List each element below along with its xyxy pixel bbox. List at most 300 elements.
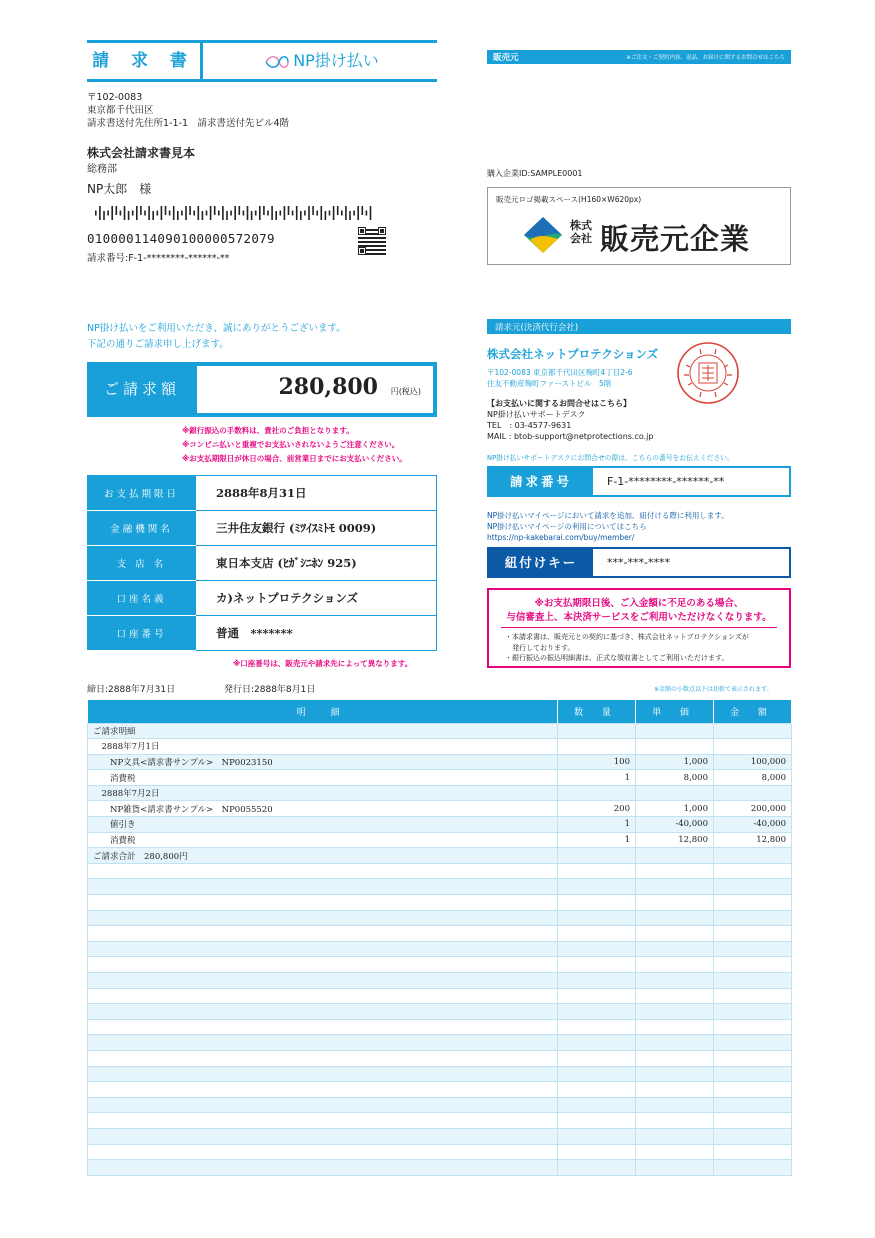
amount-cell: 12,800 [714, 832, 792, 848]
unit-price-cell [636, 785, 714, 801]
barcode-bar [333, 206, 335, 220]
empty-cell [88, 1066, 558, 1082]
empty-cell [636, 1144, 714, 1160]
empty-cell [636, 957, 714, 973]
barcode-bar [280, 211, 282, 216]
mypage-line: NP掛け払いマイページの利用についてはこちら [487, 522, 647, 531]
barcode-bar [321, 206, 323, 220]
empty-cell [558, 1113, 636, 1129]
empty-cell [636, 1066, 714, 1082]
agent-bar: 請求元(決済代行会社) [487, 319, 791, 334]
empty-cell [714, 1097, 792, 1113]
support-tel: TEL : 03-4577-9631 [487, 421, 572, 430]
empty-cell [558, 1082, 636, 1098]
empty-cell [636, 895, 714, 911]
inquiry-heading: 【お支払いに関するお問合せはこちら】 [487, 399, 631, 408]
barcode-bar [218, 211, 220, 216]
barcode-bar [292, 211, 294, 216]
qty-cell: 1 [558, 770, 636, 786]
table-row [88, 1004, 792, 1020]
brand-name: NP掛け払い [293, 51, 379, 70]
payment-info-table [87, 475, 437, 651]
table-row [88, 1035, 792, 1051]
qty-cell: 200 [558, 801, 636, 817]
payment-value: カ)ネットプロテクションズ [196, 581, 437, 616]
rounding-note: ※金額の小数点以下は切捨て表示されます。 [654, 686, 773, 693]
amount-cell [714, 785, 792, 801]
barcode-bar [128, 211, 130, 220]
table-row [88, 1097, 792, 1113]
recipient-address [87, 91, 289, 130]
column-header-unit-price: 単 価 [636, 700, 714, 723]
table-row [88, 785, 792, 801]
account-note: ※口座番号は、販売元や請求先によって異なります。 [233, 659, 413, 668]
unit-price-cell: 8,000 [636, 770, 714, 786]
qr-code-icon [358, 227, 386, 255]
empty-cell [714, 910, 792, 926]
table-row [88, 1019, 792, 1035]
bill-number-label: 請求番号 [489, 468, 593, 495]
table-row [88, 863, 792, 879]
empty-cell [88, 1035, 558, 1051]
column-header-item: 明 細 [88, 700, 558, 723]
mypage-info [487, 510, 729, 543]
barcode-bar [107, 211, 109, 216]
barcode-bar [341, 211, 343, 216]
warning-line: ※お支払期限日後、ご入金額に不足のある場合、 [534, 598, 744, 609]
postal-code: 〒102-0083 [87, 92, 143, 103]
barcode-bar [189, 206, 191, 215]
barcode-bar [165, 206, 167, 215]
empty-cell [636, 1160, 714, 1176]
barcode-bar [173, 206, 175, 220]
qty-cell: 100 [558, 754, 636, 770]
support-mail[interactable]: MAIL : btob-support@netprotections.co.jp [487, 432, 654, 441]
link-key-value: ***-***-**** [607, 556, 670, 569]
empty-cell [558, 879, 636, 895]
table-row [88, 926, 792, 942]
barcode-bar [222, 206, 224, 220]
invoice-header [87, 40, 437, 82]
barcode-bar [95, 211, 97, 216]
empty-cell [88, 1097, 558, 1113]
empty-cell [636, 1082, 714, 1098]
amount-cell: -40,000 [714, 817, 792, 833]
column-header-qty: 数 量 [558, 700, 636, 723]
empty-cell [714, 1113, 792, 1129]
empty-cell [558, 1050, 636, 1066]
empty-cell [714, 1019, 792, 1035]
empty-cell [88, 1019, 558, 1035]
table-row [88, 832, 792, 848]
empty-cell [558, 973, 636, 989]
amount-value: 280,800 [278, 374, 378, 400]
empty-cell [636, 1050, 714, 1066]
empty-cell [636, 1035, 714, 1051]
issue-date: 発行日:2888年8月1日 [224, 685, 316, 695]
detail-header-row [88, 700, 792, 723]
table-row [88, 973, 792, 989]
payment-row [88, 581, 437, 616]
barcode-bar [284, 206, 286, 220]
seller-label: 販売元 [493, 53, 519, 63]
item-cell: 2888年7月1日 [88, 739, 558, 755]
customer-barcode [95, 206, 375, 220]
empty-cell [88, 1004, 558, 1020]
table-row [88, 1128, 792, 1144]
mypage-line: NP掛け払いマイページにおいて請求を追加、紐付ける際に利用します。 [487, 511, 729, 520]
warning-divider [501, 627, 777, 628]
empty-cell [636, 941, 714, 957]
unit-price-cell: -40,000 [636, 817, 714, 833]
payment-row [88, 546, 437, 581]
barcode-bar [132, 211, 134, 216]
empty-cell [714, 973, 792, 989]
empty-cell [558, 1160, 636, 1176]
amount-note: ※銀行振込の手数料は、貴社のご負担となります。 [182, 426, 354, 435]
unit-price-cell: 1,000 [636, 801, 714, 817]
empty-cell [714, 1050, 792, 1066]
empty-cell [88, 973, 558, 989]
payment-row [88, 616, 437, 651]
barcode-bar [362, 206, 364, 215]
table-row [88, 879, 792, 895]
link-key-box [487, 547, 791, 578]
barcode-bar [345, 206, 347, 220]
empty-cell [714, 957, 792, 973]
barcode-number: 0100001140901000005720​79 [87, 231, 275, 246]
agent-address [487, 367, 633, 389]
table-row [88, 957, 792, 973]
barcode-bar [357, 206, 359, 220]
amount-cell: 200,000 [714, 801, 792, 817]
table-row [88, 1082, 792, 1098]
payment-value: 三井住友銀行 (ﾐﾂｲｽﾐﾄﾓ 0009) [196, 511, 437, 546]
warning-box [487, 588, 791, 668]
barcode-bar [259, 206, 261, 220]
column-header-amount: 金 額 [714, 700, 792, 723]
empty-cell [558, 988, 636, 1004]
barcode-bar [152, 211, 154, 220]
qty-cell [558, 723, 636, 739]
amount-cell [714, 848, 792, 864]
recipient-name: NP太郎 様 [87, 182, 152, 196]
payment-key: 口座名義 [88, 581, 196, 616]
empty-cell [636, 1113, 714, 1129]
payment-value: 2888年8月31日 [196, 476, 437, 511]
agent-company: 株式会社ネットプロテクションズ [487, 347, 659, 361]
barcode-bar [116, 206, 118, 215]
warning-body-line: ・銀行振込の振込明細書は、正式な領収書としてご利用いただけます。 [505, 654, 729, 662]
empty-cell [88, 988, 558, 1004]
empty-cell [88, 1082, 558, 1098]
empty-cell [714, 1082, 792, 1098]
empty-cell [88, 895, 558, 911]
unit-price-cell [636, 739, 714, 755]
empty-cell [558, 957, 636, 973]
empty-cell [558, 1144, 636, 1160]
address-line-2: 請求書送付先住所1-1-1 請求書送付先ビル4階 [87, 118, 290, 129]
invoice-title: 請 求 書 [87, 43, 203, 79]
payment-row [88, 511, 437, 546]
logo-space [487, 187, 791, 265]
empty-cell [88, 863, 558, 879]
empty-cell [714, 1066, 792, 1082]
payment-row [88, 476, 437, 511]
barcode-bar [255, 211, 257, 216]
empty-cell [636, 879, 714, 895]
logo-caption: 販売元ロゴ掲載スペース(H160×W620px) [496, 195, 642, 204]
amount-note: ※コンビニ払いと重複でお支払いされないようご注意ください。 [182, 440, 400, 449]
empty-cell [714, 941, 792, 957]
barcode-bar [103, 211, 105, 220]
barcode-bar [226, 211, 228, 220]
payment-key: お支払期限日 [88, 476, 196, 511]
payment-value: 普通 ******* [196, 616, 437, 651]
item-cell: NP雑貨<請求書サンプル> NP0055520 [88, 801, 558, 817]
warning-body-line: 発行しております。 [505, 643, 575, 652]
qty-cell: 1 [558, 832, 636, 848]
barcode-bar [247, 206, 249, 220]
unit-price-cell: 12,800 [636, 832, 714, 848]
table-row [88, 910, 792, 926]
greeting-line-2: 下記の通りご請求申し上げます。 [87, 339, 229, 350]
empty-cell [636, 926, 714, 942]
barcode-bar [349, 211, 351, 220]
barcode-bar [312, 206, 314, 215]
table-row [88, 754, 792, 770]
barcode-bar [271, 206, 273, 220]
mypage-link[interactable]: https://np-kakebarai.com/buy/member/ [487, 533, 635, 542]
amount-label: ご請求額 [103, 380, 180, 398]
link-key-label: 紐付けキー [489, 549, 593, 576]
empty-cell [714, 1035, 792, 1051]
bill-number-small: 請求番号:F-1-********-******-** [87, 253, 230, 264]
mountain-logo-icon [522, 215, 564, 255]
barcode-bar [210, 206, 212, 220]
empty-cell [88, 1050, 558, 1066]
table-row [88, 770, 792, 786]
warning-body-line: ・本請求書は、販売元との契約に基づき、株式会社ネットプロテクションズが [505, 633, 749, 641]
barcode-bar [230, 211, 232, 216]
empty-cell [88, 879, 558, 895]
amount-note: ※お支払期限日が休日の場合、前営業日までにお支払いください。 [182, 454, 407, 463]
unit-price-cell [636, 723, 714, 739]
item-cell: ご請求明細 [88, 723, 558, 739]
empty-cell [558, 1019, 636, 1035]
empty-cell [88, 1160, 558, 1176]
empty-cell [558, 863, 636, 879]
amount-tax-note: 円(税込) [390, 387, 421, 396]
amount-cell: 100,000 [714, 754, 792, 770]
barcode-bar [193, 211, 195, 216]
agent-inquiry [487, 398, 653, 442]
barcode-bar [234, 206, 236, 220]
empty-cell [714, 1004, 792, 1020]
empty-cell [558, 941, 636, 957]
empty-cell [714, 879, 792, 895]
address-line-1: 東京都千代田区 [87, 105, 154, 116]
item-cell: 値引き [88, 817, 558, 833]
barcode-bar [177, 211, 179, 220]
greeting-line-1: NP掛け払いをご利用いただき、誠にありがとうございます。 [87, 323, 346, 334]
barcode-bar [267, 211, 269, 216]
empty-cell [88, 910, 558, 926]
payment-key: 口座番号 [88, 616, 196, 651]
barcode-bar [308, 206, 310, 220]
payment-value: 東日本支店 (ﾋｶﾞｼﾆﾎﾝ 925) [196, 546, 437, 581]
empty-cell [714, 1160, 792, 1176]
table-row [88, 1160, 792, 1176]
barcode-bar [329, 211, 331, 216]
barcode-bar [169, 211, 171, 216]
barcode-bar [353, 211, 355, 216]
table-row [88, 1144, 792, 1160]
barcode-bar [202, 211, 204, 220]
greeting [87, 321, 346, 353]
table-row [88, 801, 792, 817]
agent-address-line: 〒102-0083 東京都千代田区麹町4丁目2-6 [487, 368, 633, 377]
item-cell: ご請求合計 280,800円 [88, 848, 558, 864]
recipient-department: 総務部 [87, 164, 117, 175]
table-row [88, 895, 792, 911]
empty-cell [88, 1128, 558, 1144]
barcode-bar [124, 206, 126, 220]
empty-cell [558, 1097, 636, 1113]
empty-cell [88, 926, 558, 942]
seller-logo [522, 215, 762, 255]
recipient-company: 株式会社請求書見本 [87, 146, 196, 160]
empty-cell [636, 973, 714, 989]
empty-cell [558, 926, 636, 942]
table-row [88, 1066, 792, 1082]
empty-cell [88, 941, 558, 957]
table-row [88, 988, 792, 1004]
unit-price-cell: 1,000 [636, 754, 714, 770]
item-cell: 消費税 [88, 770, 558, 786]
barcode-bar [263, 206, 265, 215]
warning-line: 与信審査上、本決済サービスをご利用いただけなくなります。 [506, 612, 772, 623]
empty-cell [636, 1097, 714, 1113]
table-row [88, 723, 792, 739]
support-note: NP掛け払いサポートデスクにお問合せの際は、こちらの番号をお伝えください。 [487, 454, 734, 462]
billing-amount-box [87, 362, 437, 417]
barcode-bar [99, 206, 101, 220]
item-cell: 2888年7月2日 [88, 785, 558, 801]
barcode-bar [288, 206, 290, 215]
empty-cell [558, 910, 636, 926]
barcode-bar [120, 211, 122, 216]
barcode-bar [316, 211, 318, 216]
table-row [88, 1113, 792, 1129]
empty-cell [88, 1113, 558, 1129]
barcode-bar [325, 211, 327, 220]
empty-cell [714, 926, 792, 942]
warning-heading [489, 597, 789, 625]
company-seal-icon [676, 341, 740, 405]
warning-body [505, 632, 749, 664]
table-row [88, 941, 792, 957]
detail-table [87, 700, 792, 1176]
empty-cell [714, 1128, 792, 1144]
empty-cell [636, 1019, 714, 1035]
barcode-bar [181, 211, 183, 216]
table-row [88, 1050, 792, 1066]
barcode-bar [337, 206, 339, 215]
empty-cell [636, 1004, 714, 1020]
empty-cell [714, 988, 792, 1004]
barcode-bar [370, 206, 372, 220]
bill-number-box [487, 466, 791, 497]
empty-cell [558, 1004, 636, 1020]
seller-bar [487, 50, 791, 64]
table-row [88, 848, 792, 864]
buyer-id: 購入企業ID:SAMPLE0001 [487, 169, 583, 178]
barcode-bar [157, 211, 159, 216]
np-logo-icon [264, 54, 290, 70]
empty-cell [714, 863, 792, 879]
amount-cell: 8,000 [714, 770, 792, 786]
qty-cell [558, 848, 636, 864]
amount-value-box [197, 366, 433, 413]
barcode-bar [144, 211, 146, 216]
barcode-bar [300, 211, 302, 220]
barcode-bar [366, 211, 368, 216]
payment-key: 支 店 名 [88, 546, 196, 581]
table-row [88, 817, 792, 833]
item-cell: 消費税 [88, 832, 558, 848]
empty-cell [558, 895, 636, 911]
barcode-bar [251, 211, 253, 220]
empty-cell [558, 1066, 636, 1082]
empty-cell [636, 863, 714, 879]
agent-address-line: 住友不動産麹町ファーストビル 5階 [487, 379, 612, 388]
unit-price-cell [636, 848, 714, 864]
qty-cell: 1 [558, 817, 636, 833]
qty-cell [558, 785, 636, 801]
amount-cell [714, 723, 792, 739]
np-brand [206, 43, 437, 79]
empty-cell [636, 910, 714, 926]
bill-number-value: F-1-********-******-** [607, 475, 725, 488]
seller-note: ※ご注文・ご契約内容、返品、お届けに関するお問合せはこちら [626, 55, 785, 61]
empty-cell [636, 988, 714, 1004]
empty-cell [636, 1128, 714, 1144]
empty-cell [558, 1035, 636, 1051]
table-row [88, 739, 792, 755]
barcode-bar [185, 206, 187, 220]
logo-kabushiki: 株式会社 [570, 219, 592, 245]
barcode-bar [206, 211, 208, 216]
empty-cell [558, 1128, 636, 1144]
amount-notes [182, 424, 407, 466]
qty-cell [558, 739, 636, 755]
barcode-bar [140, 206, 142, 215]
closing-date: 締日:2888年7月31日 [87, 685, 176, 695]
item-cell: NP文具<請求書サンプル> NP0023150 [88, 754, 558, 770]
barcode-bar [239, 206, 241, 215]
logo-company-name: 販売元企業 [600, 222, 751, 256]
barcode-bar [275, 211, 277, 220]
empty-cell [88, 957, 558, 973]
empty-cell [714, 1144, 792, 1160]
amount-cell [714, 739, 792, 755]
barcode-bar [214, 206, 216, 215]
barcode-bar [111, 206, 113, 220]
empty-cell [714, 895, 792, 911]
barcode-bar [161, 206, 163, 220]
barcode-bar [136, 206, 138, 220]
